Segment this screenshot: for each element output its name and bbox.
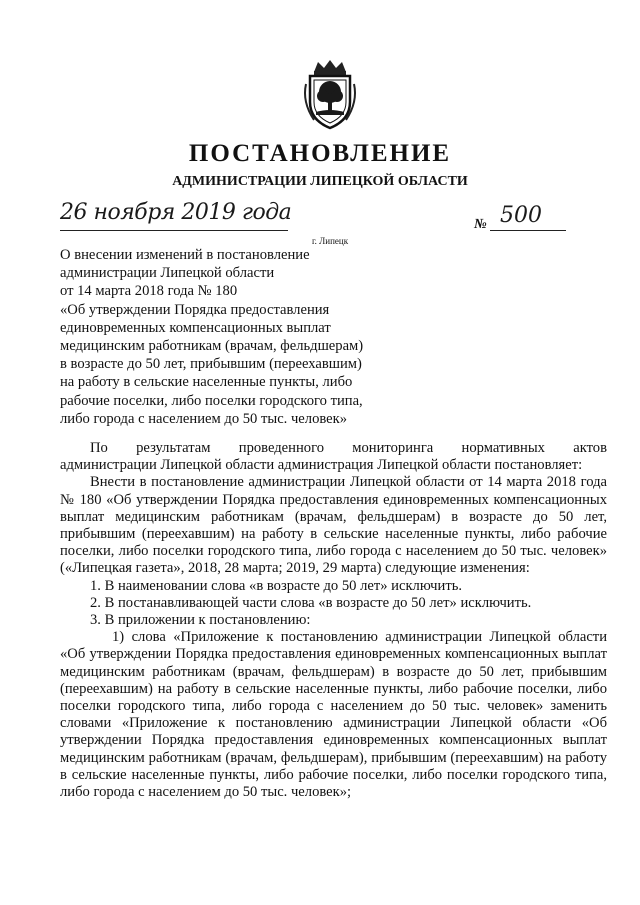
document-subtitle: АДМИНИСТРАЦИИ ЛИПЕЦКОЙ ОБЛАСТИ: [172, 174, 468, 189]
subject-line: на работу в сельские населенные пункты, либо: [60, 374, 353, 391]
subject-line: единовременных компенсационных выплат: [60, 319, 331, 336]
number-underline: [490, 230, 566, 231]
subject-line: рабочие поселки, либо поселки городского типа,: [60, 392, 363, 409]
subject-line: либо города с населением до 50 тыс. человек»: [60, 410, 348, 427]
subject-block: [60, 246, 400, 428]
subject-line: медицинским работникам (врачам, фельдшерам): [60, 338, 364, 355]
intro-first-line: По результатам проведенного мониторинга нормативных актов: [90, 440, 607, 456]
list-item-2: 2. В постанавливающей части слова «в возрасте до 50 лет» исключить.: [90, 594, 532, 611]
document-title: ПОСТАНОВЛЕНИЕ: [188, 140, 452, 167]
coat-of-arms-emblem: [300, 58, 360, 130]
list-item-3: 3. В приложении к постановлению:: [90, 612, 311, 629]
sub-item-1: 1) слова «Приложение к постановлению администрации Липецкой области «Об утверждении Порядка предоставления единовременных компенсационных выплат медицинским работникам (врачам, фельдшерам) в возрасте до 50 лет, прибывшим (переехавшим) на работу в сельские населенные пункты, либо рабочие поселки, либо поселки городского типа, либо города с населением до 50 тыс. человек» заменить словами «Приложение к постановлению администрации Липецкой области «Об утверждении Порядка предоставления единовременных компенсационных выплат медицинским работникам (врачам, фельдшерам), прибывшим (переехавшим) на работу в сельские населенные пункты, либо рабочие поселки, либо поселки городского типа, либо города с населением до 50 тыс. человек»;: [60, 629, 607, 801]
handwritten-number: 500: [500, 203, 542, 228]
subject-line: «Об утверждении Порядка предоставления: [60, 301, 330, 318]
number-label: №: [474, 217, 487, 232]
document-body: [60, 440, 607, 801]
intro-second-line: администрации Липецкой области администрация Липецкой области постановляет:: [60, 457, 583, 474]
subject-line: в возрасте до 50 лет, прибывшим (переехавшим): [60, 356, 362, 373]
subject-line: О внесении изменений в постановление: [60, 247, 310, 263]
list-item-1: 1. В наименовании слова «в возрасте до 50 лет» исключить.: [90, 577, 463, 594]
city-label: г. Липецк: [312, 236, 349, 246]
subject-line: администрации Липецкой области: [60, 265, 275, 282]
handwritten-date: 26 ноября 2019 года: [60, 200, 292, 225]
date-underline: [60, 230, 288, 231]
subject-line: от 14 марта 2018 года № 180: [60, 283, 238, 300]
paragraph-main: Внести в постановление администрации Липецкой области от 14 марта 2018 года № 180 «Об утверждении Порядка предоставления единовременных компенсационных выплат медицинским работникам (врачам, фельдшерам) в возрасте до 50 лет, прибывшим (переехавшим) на работу в сельские населенные пункты, либо рабочие поселки, либо поселки городского типа, либо города с населением до 50 тыс. человек» («Липецкая газета», 2018, 28 марта; 2019, 29 марта) следующие изменения:: [60, 474, 607, 577]
